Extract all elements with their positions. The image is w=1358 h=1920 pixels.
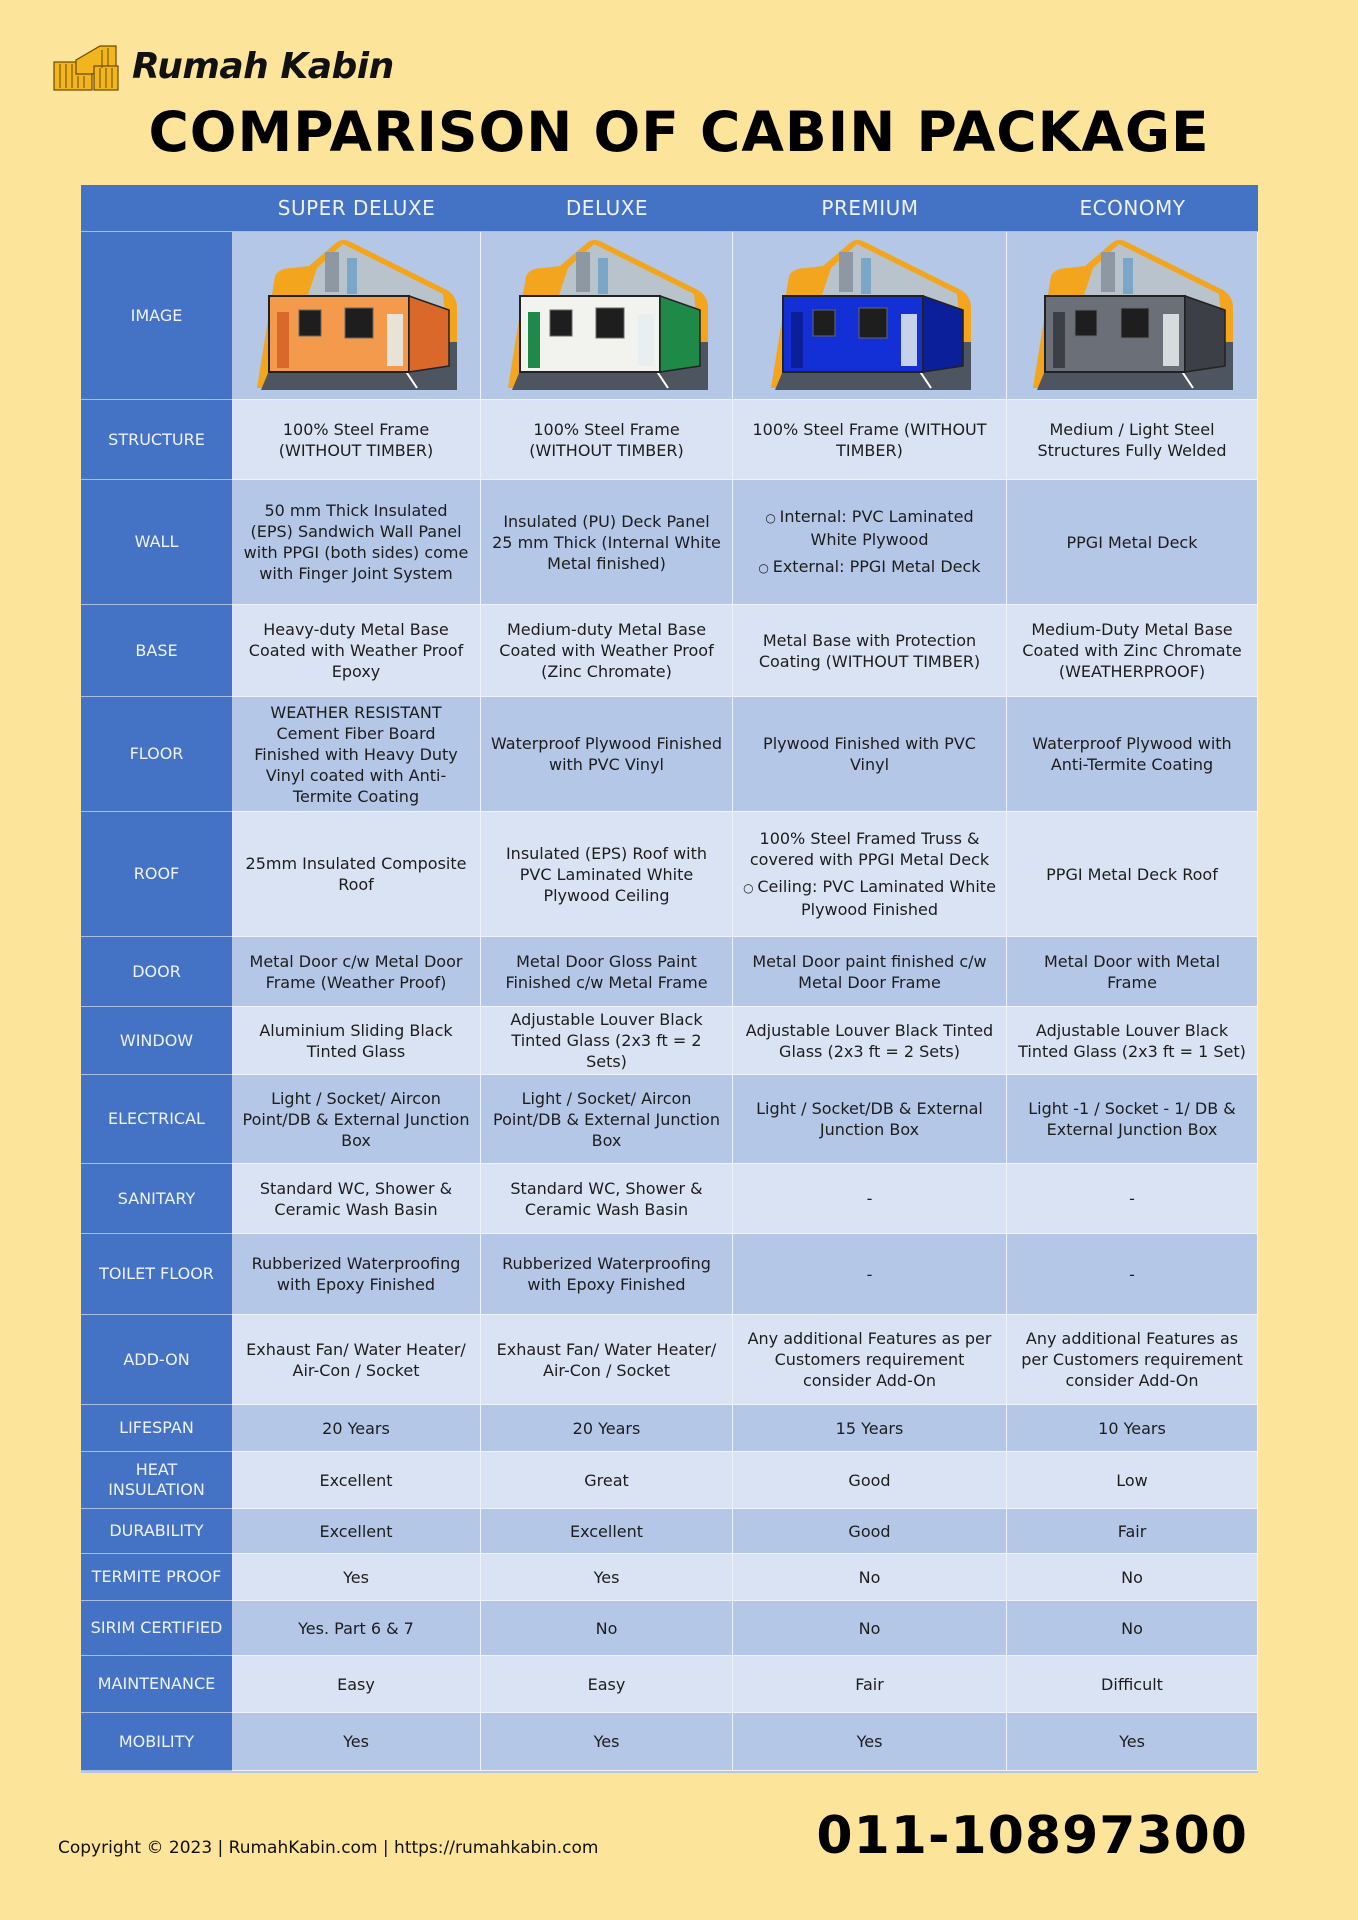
row-label-sanitary: SANITARY	[81, 1164, 232, 1234]
row-label-structure: STRUCTURE	[81, 400, 232, 480]
row-label-roof: ROOF	[81, 812, 232, 937]
cell-text: 15 Years	[835, 1418, 904, 1438]
cell-text: Adjustable Louver Black Tinted Glass (2x3 ft = 1 Set)	[1018, 1020, 1246, 1061]
table-cell	[733, 937, 1007, 1007]
table-cell	[232, 937, 481, 1007]
table-cell	[481, 1601, 733, 1656]
container-stack-icon	[52, 40, 120, 92]
bullet-item: ○ External: PPGI Metal Deck	[758, 556, 980, 579]
bullet-item: ○ Internal: PVC Laminated White Plywood	[743, 506, 996, 550]
cell-text: Medium-Duty Metal Base Coated with Zinc Chromate (WEATHERPROOF)	[1022, 620, 1242, 681]
comparison-table	[81, 185, 1258, 1773]
image-cell	[1007, 232, 1258, 400]
cell-text: Light / Socket/DB & External Junction Box	[756, 1099, 983, 1139]
row-label-wall: WALL	[81, 480, 232, 605]
row-label-window: WINDOW	[81, 1007, 232, 1075]
cell-text: -	[1129, 1189, 1135, 1208]
brand-name: Rumah Kabin	[132, 45, 394, 87]
table-cell	[733, 1452, 1007, 1509]
row-label-base: BASE	[81, 605, 232, 697]
cell-text: Fair	[855, 1674, 884, 1694]
table-cell	[232, 480, 481, 605]
row-label-door: DOOR	[81, 937, 232, 1007]
cell-text: Standard WC, Shower & Ceramic Wash Basin	[259, 1178, 453, 1219]
cell-text: Any additional Features as per Customers requirement consider Add-On	[1021, 1329, 1243, 1390]
table-cell	[232, 400, 481, 480]
row-label-durability: DURABILITY	[81, 1509, 232, 1554]
cell-text: 100% Steel Frame (WITHOUT TIMBER)	[752, 419, 987, 460]
cell-text: Light / Socket/ Aircon Point/DB & External Junction Box	[242, 1088, 470, 1150]
table-cell	[1007, 1452, 1258, 1509]
cell-text: Rubberized Waterproofing with Epoxy Finished	[251, 1254, 461, 1294]
cell-text: No	[858, 1567, 881, 1587]
copyright-text: Copyright © 2023 | RumahKabin.com | https://rumahkabin.com	[58, 1838, 599, 1858]
table-cell	[481, 1234, 733, 1315]
cell-text: Light -1 / Socket - 1/ DB & External Junction Box	[1028, 1099, 1236, 1139]
table-cell	[481, 1075, 733, 1164]
table-cell	[1007, 937, 1258, 1007]
cell-text: Plywood Finished with PVC Vinyl	[763, 734, 976, 774]
table-cell	[733, 400, 1007, 480]
cell-text: Metal Door with Metal Frame	[1043, 951, 1221, 992]
cell-text: 10 Years	[1098, 1418, 1166, 1438]
table-cell	[733, 812, 1007, 937]
row-label-image: IMAGE	[81, 232, 232, 400]
cell-text: Exhaust Fan/ Water Heater/ Air-Con / Socket	[496, 1339, 717, 1380]
brand	[52, 40, 394, 92]
table-cell	[481, 812, 733, 937]
cell-text: Metal Door Gloss Paint Finished c/w Metal Frame	[505, 951, 708, 992]
image-cell	[232, 232, 481, 400]
row-label-termite-proof: TERMITE PROOF	[81, 1554, 232, 1601]
table-cell	[481, 697, 733, 812]
cell-text: Yes	[593, 1567, 620, 1587]
column-header-economy: ECONOMY	[1007, 185, 1258, 232]
row-label-maintenance: MAINTENANCE	[81, 1656, 232, 1713]
page-title: COMPARISON OF CABIN PACKAGE	[148, 100, 1210, 164]
cell-text: WEATHER RESISTANT Cement Fiber Board Finished with Heavy Duty Vinyl coated with Anti-Termite Coating	[254, 702, 458, 806]
table-cell	[232, 1656, 481, 1713]
table-cell	[1007, 1656, 1258, 1713]
cell-text: Good	[848, 1470, 891, 1490]
cell-text: Difficult	[1101, 1674, 1163, 1694]
cell-text: Yes	[856, 1732, 883, 1751]
table-cell	[1007, 1554, 1258, 1601]
cell-text: No	[1121, 1567, 1143, 1587]
cell-text: Good	[848, 1521, 891, 1541]
cabin-image-economy	[1023, 238, 1241, 394]
cell-text: Easy	[587, 1674, 626, 1694]
cell-text: Heavy-duty Metal Base Coated with Weather Proof Epoxy	[248, 620, 464, 681]
table-cell	[232, 1452, 481, 1509]
cell-text: Medium-duty Metal Base Coated with Weather Proof (Zinc Chromate)	[499, 620, 714, 681]
cabin-image-super-deluxe	[247, 238, 465, 394]
row-label-floor: FLOOR	[81, 697, 232, 812]
table-cell	[481, 480, 733, 605]
cell-text: Metal Base with Protection Coating (WITHOUT TIMBER)	[758, 630, 981, 671]
table-cell	[481, 1713, 733, 1771]
table-cell	[481, 1007, 733, 1075]
cabin-image-premium	[761, 238, 979, 394]
cell-text: No	[595, 1618, 618, 1638]
cell-text: Waterproof Plywood Finished with PVC Vinyl	[491, 734, 722, 774]
header-corner	[81, 185, 232, 232]
table-cell	[1007, 1075, 1258, 1164]
cell-text: Waterproof Plywood with Anti-Termite Coating	[1032, 734, 1232, 774]
cell-text: Yes	[343, 1732, 369, 1751]
phone-number: 011-10897300	[816, 1806, 1248, 1866]
cell-text: Yes	[593, 1732, 620, 1751]
table-cell	[232, 1601, 481, 1656]
row-label-sirim-certified: SIRIM CERTIFIED	[81, 1601, 232, 1656]
cell-text: Adjustable Louver Black Tinted Glass (2x3 ft = 2 Sets)	[510, 1010, 703, 1071]
bullet-item: ○ Ceiling: PVC Laminated White Plywood Finished	[743, 876, 996, 920]
cell-text: Easy	[337, 1674, 375, 1694]
table-cell	[232, 1554, 481, 1601]
table-cell	[1007, 1601, 1258, 1656]
cell-text: Rubberized Waterproofing with Epoxy Finished	[502, 1254, 711, 1294]
table-cell	[733, 1075, 1007, 1164]
cell-text: 25mm Insulated Composite Roof	[245, 854, 467, 894]
table-cell	[481, 400, 733, 480]
cell-text: Standard WC, Shower & Ceramic Wash Basin	[510, 1178, 703, 1219]
cell-text: PPGI Metal Deck Roof	[1046, 864, 1218, 884]
cell-text: -	[866, 1264, 873, 1284]
table-cell	[733, 697, 1007, 812]
table-cell	[481, 1164, 733, 1234]
table-cell	[232, 1405, 481, 1452]
table-cell	[232, 697, 481, 812]
table-cell	[232, 1007, 481, 1075]
table-cell	[1007, 1234, 1258, 1315]
cell-text: 100% Steel Frame (WITHOUT TIMBER)	[278, 419, 434, 460]
cell-text: PPGI Metal Deck	[1066, 532, 1198, 552]
table-cell	[481, 1405, 733, 1452]
table-cell	[733, 1405, 1007, 1452]
cell-text: Excellent	[569, 1521, 644, 1541]
cell-text: Excellent	[319, 1521, 393, 1541]
cell-text: Any additional Features as per Customers requirement consider Add-On	[747, 1329, 992, 1390]
table-cell	[1007, 812, 1258, 937]
column-header-deluxe: DELUXE	[481, 185, 733, 232]
cell-text: Yes	[1119, 1732, 1145, 1751]
cabin-image-deluxe	[498, 238, 716, 394]
table-cell	[1007, 697, 1258, 812]
cell-text: Insulated (PU) Deck Panel 25 mm Thick (Internal White Metal finished)	[492, 511, 721, 573]
table-cell	[1007, 1315, 1258, 1405]
cell-text: Adjustable Louver Black Tinted Glass (2x3 ft = 2 Sets)	[745, 1020, 994, 1061]
table-cell	[1007, 1713, 1258, 1771]
table-cell	[1007, 1509, 1258, 1554]
table-cell	[481, 1554, 733, 1601]
cell-text: Light / Socket/ Aircon Point/DB & External Junction Box	[493, 1088, 720, 1150]
row-label-toilet-floor: TOILET FLOOR	[81, 1234, 232, 1315]
table-cell	[232, 1509, 481, 1554]
cell-text: 100% Steel Framed Truss & covered with PPGI Metal Deck	[749, 829, 990, 869]
table-cell	[733, 1315, 1007, 1405]
cell-text: Exhaust Fan/ Water Heater/ Air-Con / Socket	[246, 1339, 466, 1380]
table-cell	[1007, 480, 1258, 605]
cell-text: No	[858, 1618, 881, 1638]
table-cell	[733, 1554, 1007, 1601]
column-header-premium: PREMIUM	[733, 185, 1007, 232]
table-cell	[232, 812, 481, 937]
row-label-lifespan: LIFESPAN	[81, 1405, 232, 1452]
cell-text: 100% Steel Frame (WITHOUT TIMBER)	[529, 419, 684, 460]
cell-text: Yes. Part 6 & 7	[298, 1618, 414, 1638]
table-cell	[1007, 1164, 1258, 1234]
image-cell	[481, 232, 733, 400]
table-cell	[481, 605, 733, 697]
table-cell	[481, 1509, 733, 1554]
cell-text: No	[1121, 1618, 1143, 1638]
row-label-add-on: ADD-ON	[81, 1315, 232, 1405]
cell-text: Fair	[1117, 1521, 1147, 1541]
table-cell	[232, 1164, 481, 1234]
cell-text: Metal Door c/w Metal Door Frame (Weather Proof)	[249, 951, 463, 992]
table-cell	[733, 1656, 1007, 1713]
cell-text: Medium / Light Steel Structures Fully Welded	[1037, 419, 1227, 460]
cell-text: Metal Door paint finished c/w Metal Door Frame	[752, 951, 987, 992]
cell-text: Low	[1116, 1470, 1148, 1490]
row-label-mobility: MOBILITY	[81, 1713, 232, 1771]
table-cell	[733, 480, 1007, 605]
cell-text: Excellent	[319, 1470, 393, 1490]
table-cell	[232, 1075, 481, 1164]
table-cell	[733, 605, 1007, 697]
table-cell	[733, 1509, 1007, 1554]
image-cell	[733, 232, 1007, 400]
table-cell	[733, 1164, 1007, 1234]
table-cell	[1007, 1405, 1258, 1452]
table-cell	[1007, 605, 1258, 697]
column-header-super-deluxe: SUPER DELUXE	[232, 185, 481, 232]
cell-text: 20 Years	[322, 1418, 390, 1438]
table-cell	[1007, 400, 1258, 480]
cell-text: Insulated (EPS) Roof with PVC Laminated White Plywood Ceiling	[505, 843, 708, 905]
table-cell	[481, 1452, 733, 1509]
table-cell	[733, 1007, 1007, 1075]
table-cell	[232, 605, 481, 697]
table-cell	[481, 1315, 733, 1405]
table-cell	[232, 1713, 481, 1771]
table-cell	[733, 1234, 1007, 1315]
cell-text: 50 mm Thick Insulated (EPS) Sandwich Wall Panel with PPGI (both sides) come with Finger Joint System	[243, 501, 469, 583]
table-cell	[733, 1713, 1007, 1771]
cell-text: -	[866, 1189, 873, 1208]
row-label-electrical: ELECTRICAL	[81, 1075, 232, 1164]
table-cell	[1007, 1007, 1258, 1075]
cell-text: Aluminium Sliding Black Tinted Glass	[259, 1020, 453, 1061]
row-label-heat-insulation: HEAT INSULATION	[81, 1452, 232, 1509]
table-cell	[481, 937, 733, 1007]
table-cell	[733, 1601, 1007, 1656]
table-cell	[481, 1656, 733, 1713]
cell-text: 20 Years	[572, 1418, 641, 1438]
cell-text: -	[1129, 1264, 1135, 1284]
cell-text: Great	[584, 1470, 629, 1490]
table-cell	[232, 1315, 481, 1405]
cell-text: Yes	[343, 1567, 369, 1587]
table-cell	[232, 1234, 481, 1315]
